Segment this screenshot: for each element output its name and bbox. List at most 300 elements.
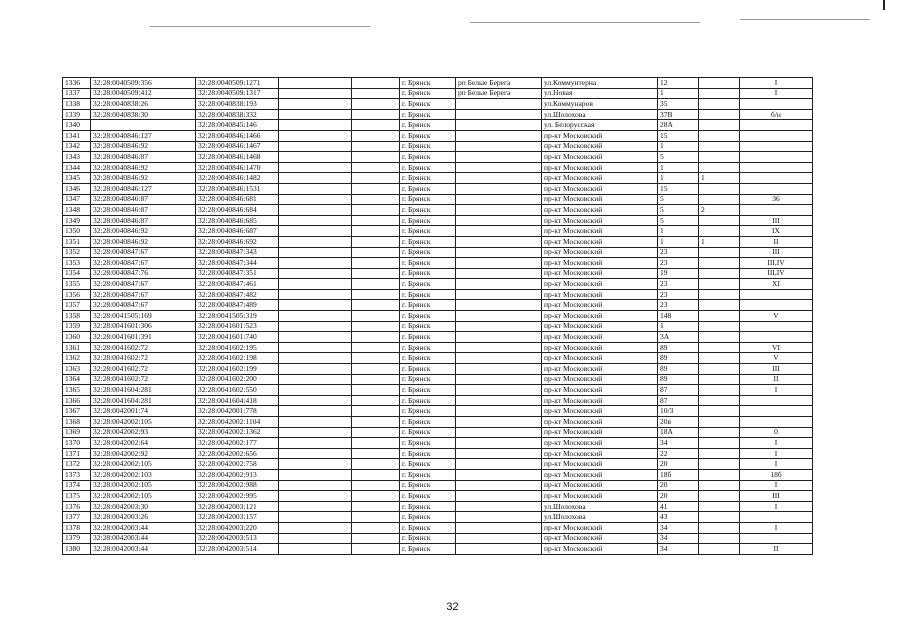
premises-cell: XI [740, 279, 813, 290]
table-row [63, 141, 813, 152]
building-cell [699, 364, 740, 375]
table-row [63, 226, 813, 237]
premises-cell [740, 173, 813, 184]
building-cell [699, 120, 740, 131]
cadastral-number-cell: 32:28:0040847:67 [91, 279, 196, 290]
empty-cell [352, 364, 400, 375]
building-cell [699, 247, 740, 258]
house-number-cell: 20 [658, 491, 699, 502]
house-number-cell: 12 [658, 78, 699, 89]
city-cell: г. Брянск [400, 109, 456, 120]
object-cadastral-number-cell: 32:28:0041602:550 [196, 385, 279, 396]
street-cell: пр-кт Московский [542, 533, 658, 544]
cadastral-number-cell: 32:28:0041604:281 [91, 385, 196, 396]
table-row [63, 512, 813, 523]
empty-cell [279, 353, 352, 364]
object-cadastral-number-cell: 32:28:0040846:681 [196, 194, 279, 205]
table-row [63, 364, 813, 375]
street-cell: ул. Белорусская [542, 120, 658, 131]
premises-cell [740, 417, 813, 428]
premises-cell [740, 300, 813, 311]
building-cell: 1 [699, 236, 740, 247]
empty-cell [352, 512, 400, 523]
object-cadastral-number-cell: 32:28:0040847:461 [196, 279, 279, 290]
house-number-cell: 148 [658, 311, 699, 322]
empty-cell [279, 469, 352, 480]
premises-cell: 18б [740, 469, 813, 480]
empty-cell [352, 130, 400, 141]
empty-cell [352, 501, 400, 512]
building-cell [699, 512, 740, 523]
empty-cell [352, 162, 400, 173]
settlement-cell [456, 268, 542, 279]
settlement-cell [456, 438, 542, 449]
empty-cell [279, 417, 352, 428]
object-cadastral-number-cell: 32:28:0040846:1482 [196, 173, 279, 184]
row-number-cell: 1360 [63, 332, 91, 343]
page-number: 32 [446, 601, 459, 613]
cadastral-number-cell: 32:28:0042002:64 [91, 438, 196, 449]
settlement-cell [456, 247, 542, 258]
cadastral-number-cell: 32:28:0041602:72 [91, 342, 196, 353]
empty-cell [279, 311, 352, 322]
house-number-cell: 34 [658, 544, 699, 555]
object-cadastral-number-cell: 32:28:0040846:1468 [196, 152, 279, 163]
settlement-cell [456, 141, 542, 152]
building-cell [699, 279, 740, 290]
city-cell: г. Брянск [400, 353, 456, 364]
building-cell: 2 [699, 205, 740, 216]
table-row [63, 88, 813, 99]
table-row [63, 300, 813, 311]
premises-cell [740, 406, 813, 417]
street-cell: ул.Шолохова [542, 512, 658, 523]
object-cadastral-number-cell: 32:28:0040509:1271 [196, 78, 279, 89]
house-number-cell: 5 [658, 152, 699, 163]
cadastral-number-cell: 32:28:0040838:30 [91, 109, 196, 120]
city-cell: г. Брянск [400, 427, 456, 438]
register-table [62, 77, 813, 555]
empty-cell [352, 194, 400, 205]
settlement-cell [456, 374, 542, 385]
city-cell: г. Брянск [400, 406, 456, 417]
premises-cell: I [740, 385, 813, 396]
building-cell [699, 152, 740, 163]
table-row [63, 385, 813, 396]
object-cadastral-number-cell: 32:28:0040845:146 [196, 120, 279, 131]
building-cell [699, 88, 740, 99]
house-number-cell: 5 [658, 194, 699, 205]
city-cell: г. Брянск [400, 385, 456, 396]
cadastral-number-cell: 32:28:0040846:87 [91, 215, 196, 226]
settlement-cell [456, 459, 542, 470]
cadastral-number-cell: 32:28:0040846:92 [91, 226, 196, 237]
object-cadastral-number-cell: 32:28:0040847:489 [196, 300, 279, 311]
cadastral-number-cell: 32:28:0040846:87 [91, 194, 196, 205]
cadastral-number-cell: 32:28:0040846:127 [91, 183, 196, 194]
row-number-cell: 1336 [63, 78, 91, 89]
settlement-cell [456, 321, 542, 332]
empty-cell [352, 321, 400, 332]
empty-cell [279, 88, 352, 99]
cadastral-number-cell: 32:28:0040847:67 [91, 247, 196, 258]
cadastral-number-cell: 32:28:0040838:26 [91, 99, 196, 110]
city-cell: г. Брянск [400, 321, 456, 332]
building-cell [699, 78, 740, 89]
empty-cell [279, 247, 352, 258]
street-cell: пр-кт Московский [542, 205, 658, 216]
street-cell: пр-кт Московский [542, 236, 658, 247]
table-row [63, 438, 813, 449]
street-cell: пр-кт Московский [542, 279, 658, 290]
house-number-cell: 35 [658, 99, 699, 110]
object-cadastral-number-cell: 32:28:0040846:687 [196, 226, 279, 237]
row-number-cell: 1379 [63, 533, 91, 544]
row-number-cell: 1376 [63, 501, 91, 512]
premises-cell: IX [740, 226, 813, 237]
row-number-cell: 1345 [63, 173, 91, 184]
empty-cell [279, 438, 352, 449]
house-number-cell: 22 [658, 448, 699, 459]
settlement-cell [456, 130, 542, 141]
building-cell [699, 385, 740, 396]
street-cell: пр-кт Московский [542, 289, 658, 300]
street-cell: пр-кт Московский [542, 544, 658, 555]
street-cell: пр-кт Московский [542, 183, 658, 194]
city-cell: г. Брянск [400, 215, 456, 226]
row-number-cell: 1368 [63, 417, 91, 428]
empty-cell [279, 480, 352, 491]
cadastral-number-cell: 32:28:0042002:92 [91, 448, 196, 459]
object-cadastral-number-cell: 32:28:0040838:193 [196, 99, 279, 110]
empty-cell [279, 300, 352, 311]
building-cell [699, 183, 740, 194]
street-cell: пр-кт Московский [542, 141, 658, 152]
table-row [63, 332, 813, 343]
row-number-cell: 1367 [63, 406, 91, 417]
premises-cell [740, 332, 813, 343]
building-cell [699, 300, 740, 311]
empty-cell [352, 268, 400, 279]
premises-cell: I [740, 501, 813, 512]
table-row [63, 469, 813, 480]
table-row [63, 215, 813, 226]
street-cell: пр-кт Московский [542, 321, 658, 332]
object-cadastral-number-cell: 32:28:0041602:198 [196, 353, 279, 364]
table-row [63, 491, 813, 502]
row-number-cell: 1378 [63, 522, 91, 533]
building-cell [699, 311, 740, 322]
table-row [63, 406, 813, 417]
street-cell: пр-кт Московский [542, 173, 658, 184]
row-number-cell: 1358 [63, 311, 91, 322]
house-number-cell: 23 [658, 289, 699, 300]
object-cadastral-number-cell: 32:28:0042003:220 [196, 522, 279, 533]
cadastral-number-cell: 32:28:0040846:92 [91, 173, 196, 184]
object-cadastral-number-cell: 32:28:0040509:1317 [196, 88, 279, 99]
object-cadastral-number-cell: 32:28:0042001:778 [196, 406, 279, 417]
building-cell [699, 480, 740, 491]
empty-cell [279, 533, 352, 544]
settlement-cell [456, 258, 542, 269]
street-cell: пр-кт Московский [542, 247, 658, 258]
row-number-cell: 1351 [63, 236, 91, 247]
building-cell [699, 533, 740, 544]
building-cell [699, 321, 740, 332]
settlement-cell [456, 533, 542, 544]
empty-cell [352, 342, 400, 353]
empty-cell [279, 395, 352, 406]
building-cell [699, 427, 740, 438]
row-number-cell: 1355 [63, 279, 91, 290]
empty-cell [279, 501, 352, 512]
empty-cell [352, 448, 400, 459]
city-cell: г. Брянск [400, 152, 456, 163]
object-cadastral-number-cell: 32:28:0040846:1531 [196, 183, 279, 194]
house-number-cell: 10/3 [658, 406, 699, 417]
empty-cell [352, 385, 400, 396]
empty-cell [352, 427, 400, 438]
premises-cell [740, 512, 813, 523]
city-cell: г. Брянск [400, 491, 456, 502]
table-row [63, 501, 813, 512]
building-cell [699, 226, 740, 237]
street-cell: пр-кт Московский [542, 353, 658, 364]
row-number-cell: 1369 [63, 427, 91, 438]
house-number-cell: 1 [658, 141, 699, 152]
house-number-cell: 18А [658, 427, 699, 438]
house-number-cell: 41 [658, 501, 699, 512]
city-cell: г. Брянск [400, 522, 456, 533]
empty-cell [279, 109, 352, 120]
empty-cell [279, 364, 352, 375]
empty-cell [279, 268, 352, 279]
city-cell: г. Брянск [400, 469, 456, 480]
city-cell: г. Брянск [400, 236, 456, 247]
house-number-cell: 3А [658, 332, 699, 343]
empty-cell [352, 533, 400, 544]
table-row [63, 236, 813, 247]
building-cell [699, 215, 740, 226]
house-number-cell: 43 [658, 512, 699, 523]
street-cell: пр-кт Московский [542, 406, 658, 417]
empty-cell [279, 522, 352, 533]
house-number-cell: 89 [658, 342, 699, 353]
row-number-cell: 1348 [63, 205, 91, 216]
table-row [63, 247, 813, 258]
building-cell [699, 438, 740, 449]
building-cell [699, 289, 740, 300]
scan-edge-mark [883, 0, 885, 10]
city-cell: г. Брянск [400, 268, 456, 279]
city-cell: г. Брянск [400, 512, 456, 523]
settlement-cell: рп Белые Берега [456, 88, 542, 99]
premises-cell [740, 130, 813, 141]
building-cell [699, 459, 740, 470]
empty-cell [279, 78, 352, 89]
empty-cell [279, 99, 352, 110]
premises-cell [740, 162, 813, 173]
row-number-cell: 1371 [63, 448, 91, 459]
settlement-cell [456, 279, 542, 290]
street-cell: пр-кт Московский [542, 427, 658, 438]
table-row [63, 311, 813, 322]
city-cell: г. Брянск [400, 311, 456, 322]
row-number-cell: 1338 [63, 99, 91, 110]
building-cell [699, 469, 740, 480]
object-cadastral-number-cell: 32:28:0042002:1104 [196, 417, 279, 428]
street-cell: пр-кт Московский [542, 522, 658, 533]
row-number-cell: 1349 [63, 215, 91, 226]
empty-cell [352, 99, 400, 110]
premises-cell: 36 [740, 194, 813, 205]
premises-cell: V [740, 311, 813, 322]
empty-cell [279, 342, 352, 353]
street-cell: ул.Новая [542, 88, 658, 99]
city-cell: г. Брянск [400, 501, 456, 512]
street-cell: пр-кт Московский [542, 130, 658, 141]
premises-cell [740, 120, 813, 131]
premises-cell [740, 141, 813, 152]
premises-cell: VI [740, 342, 813, 353]
street-cell: пр-кт Московский [542, 448, 658, 459]
scan-artifact [470, 22, 700, 23]
cadastral-number-cell: 32:28:0040847:67 [91, 289, 196, 300]
settlement-cell [456, 364, 542, 375]
row-number-cell: 1359 [63, 321, 91, 332]
premises-cell: III,IV [740, 268, 813, 279]
settlement-cell [456, 417, 542, 428]
house-number-cell: 37В [658, 109, 699, 120]
city-cell: г. Брянск [400, 279, 456, 290]
row-number-cell: 1341 [63, 130, 91, 141]
table-row [63, 522, 813, 533]
house-number-cell: 18б [658, 469, 699, 480]
house-number-cell: 1 [658, 321, 699, 332]
row-number-cell: 1370 [63, 438, 91, 449]
city-cell: г. Брянск [400, 395, 456, 406]
empty-cell [352, 183, 400, 194]
row-number-cell: 1380 [63, 544, 91, 555]
row-number-cell: 1346 [63, 183, 91, 194]
street-cell: пр-кт Московский [542, 364, 658, 375]
empty-cell [279, 321, 352, 332]
row-number-cell: 1374 [63, 480, 91, 491]
table-row [63, 374, 813, 385]
settlement-cell [456, 448, 542, 459]
building-cell [699, 501, 740, 512]
cadastral-number-cell: 32:28:0042002:105 [91, 459, 196, 470]
empty-cell [279, 141, 352, 152]
scan-artifact [150, 26, 370, 27]
settlement-cell [456, 342, 542, 353]
empty-cell [352, 332, 400, 343]
empty-cell [279, 448, 352, 459]
object-cadastral-number-cell: 32:28:0042003:157 [196, 512, 279, 523]
object-cadastral-number-cell: 32:28:0042003:121 [196, 501, 279, 512]
table-row [63, 289, 813, 300]
empty-cell [279, 289, 352, 300]
object-cadastral-number-cell: 32:28:0041602:195 [196, 342, 279, 353]
street-cell: пр-кт Московский [542, 491, 658, 502]
cadastral-number-cell: 32:28:0042003:26 [91, 512, 196, 523]
empty-cell [352, 152, 400, 163]
row-number-cell: 1339 [63, 109, 91, 120]
settlement-cell [456, 311, 542, 322]
empty-cell [352, 120, 400, 131]
table-row [63, 162, 813, 173]
cadastral-number-cell: 32:28:0041505:169 [91, 311, 196, 322]
empty-cell [279, 194, 352, 205]
empty-cell [352, 406, 400, 417]
object-cadastral-number-cell: 32:28:0040846:1467 [196, 141, 279, 152]
house-number-cell: 89 [658, 364, 699, 375]
settlement-cell [456, 522, 542, 533]
object-cadastral-number-cell: 32:28:0042002:913 [196, 469, 279, 480]
city-cell: г. Брянск [400, 459, 456, 470]
empty-cell [352, 141, 400, 152]
street-cell: пр-кт Московский [542, 226, 658, 237]
empty-cell [352, 311, 400, 322]
row-number-cell: 1347 [63, 194, 91, 205]
empty-cell [352, 374, 400, 385]
object-cadastral-number-cell: 32:28:0042002:1362 [196, 427, 279, 438]
house-number-cell: 23 [658, 247, 699, 258]
cadastral-number-cell: 32:28:0040846:87 [91, 152, 196, 163]
object-cadastral-number-cell: 32:28:0042003:514 [196, 544, 279, 555]
building-cell [699, 268, 740, 279]
settlement-cell [456, 152, 542, 163]
street-cell: ул.Шолохова [542, 501, 658, 512]
settlement-cell [456, 491, 542, 502]
street-cell: пр-кт Московский [542, 332, 658, 343]
empty-cell [279, 544, 352, 555]
empty-cell [279, 459, 352, 470]
building-cell [699, 141, 740, 152]
street-cell: пр-кт Московский [542, 417, 658, 428]
table-row [63, 533, 813, 544]
empty-cell [279, 173, 352, 184]
building-cell [699, 406, 740, 417]
table-row [63, 353, 813, 364]
premises-cell: III [740, 491, 813, 502]
building-cell [699, 332, 740, 343]
empty-cell [352, 205, 400, 216]
row-number-cell: 1372 [63, 459, 91, 470]
settlement-cell [456, 215, 542, 226]
city-cell: г. Брянск [400, 342, 456, 353]
house-number-cell: 34 [658, 438, 699, 449]
settlement-cell [456, 300, 542, 311]
table-row [63, 194, 813, 205]
settlement-cell [456, 162, 542, 173]
table-row [63, 152, 813, 163]
city-cell: г. Брянск [400, 78, 456, 89]
object-cadastral-number-cell: 32:28:0040846:1470 [196, 162, 279, 173]
cadastral-number-cell: 32:28:0041601:306 [91, 321, 196, 332]
cadastral-number-cell: 32:28:0042003:44 [91, 544, 196, 555]
table-row [63, 268, 813, 279]
city-cell: г. Брянск [400, 480, 456, 491]
object-cadastral-number-cell: 32:28:0040847:482 [196, 289, 279, 300]
premises-cell [740, 395, 813, 406]
empty-cell [279, 162, 352, 173]
settlement-cell [456, 109, 542, 120]
building-cell [699, 491, 740, 502]
object-cadastral-number-cell: 32:28:0040847:351 [196, 268, 279, 279]
settlement-cell [456, 120, 542, 131]
object-cadastral-number-cell: 32:28:0042003:513 [196, 533, 279, 544]
